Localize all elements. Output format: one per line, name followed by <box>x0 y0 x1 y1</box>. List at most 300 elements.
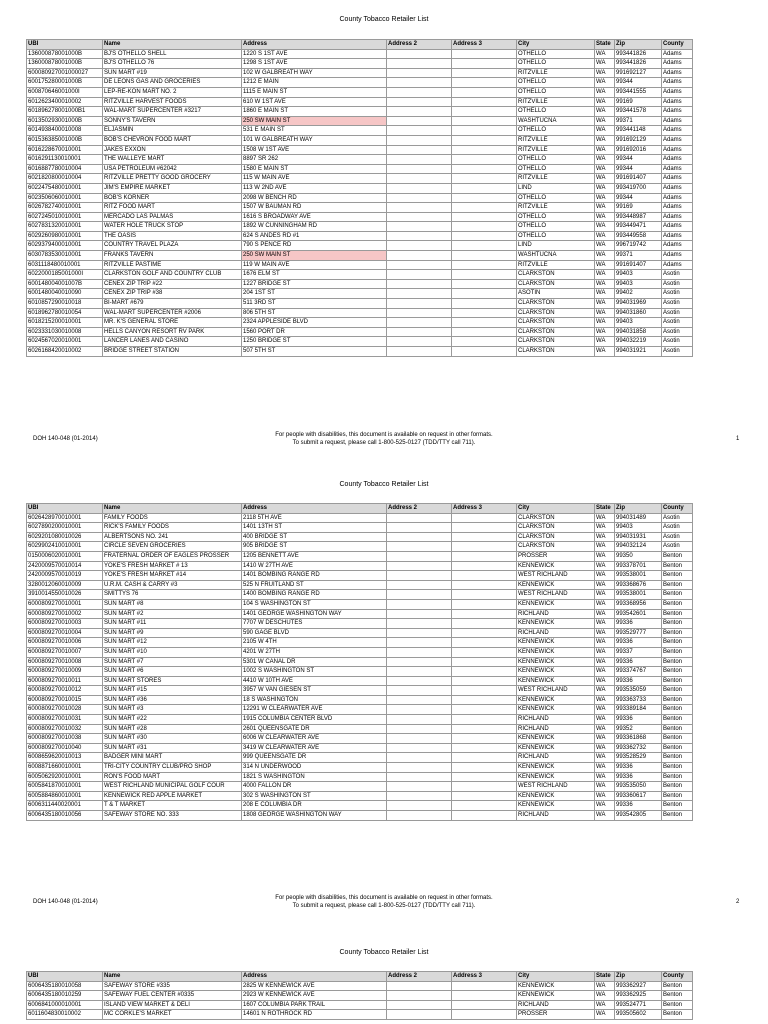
zip-cell: 993535059 <box>615 686 662 696</box>
name-cell: SAFEWAY STORE NO. 333 <box>103 811 242 821</box>
state-cell: WA <box>595 561 615 571</box>
address-cell: 1507 W BAUMAN RD <box>242 203 387 213</box>
address-2-cell <box>387 705 452 715</box>
county-cell: Adams <box>662 193 693 203</box>
ubi-cell: 601536385001000B <box>27 135 103 145</box>
table-row <box>27 513 693 523</box>
county-cell: Benton <box>662 734 693 744</box>
state-cell: WA <box>595 657 615 667</box>
state-cell: WA <box>595 791 615 801</box>
state-cell: WA <box>595 724 615 734</box>
table-row <box>27 724 693 734</box>
state-cell: WA <box>595 97 615 107</box>
city-cell: CLARKSTON <box>517 337 595 347</box>
county-cell: Adams <box>662 164 693 174</box>
address-cell: 18 S WASHINGTON <box>242 695 387 705</box>
ubi-cell: 6006435180010259 <box>27 991 103 1001</box>
table-row <box>27 571 693 581</box>
ubi-cell: 6022475480010001 <box>27 183 103 193</box>
city-cell: RITZVILLE <box>517 203 595 213</box>
address-3-cell <box>452 782 517 792</box>
table-row <box>27 49 693 59</box>
name-cell: SUN MART #31 <box>103 743 242 753</box>
county-cell: Benton <box>662 676 693 686</box>
state-cell: WA <box>595 542 615 552</box>
name-cell: SUN MART #7 <box>103 657 242 667</box>
zip-cell: 994032124 <box>615 542 662 552</box>
address-2-cell <box>387 991 452 1001</box>
address-2-cell <box>387 513 452 523</box>
address-cell: 1580 E MAIN ST <box>242 164 387 174</box>
address-cell: 400 BRIDGE ST <box>242 532 387 542</box>
zip-cell: 993363733 <box>615 695 662 705</box>
address-3-cell <box>452 260 517 270</box>
page-number: 2 <box>736 899 740 905</box>
state-cell: WA <box>595 222 615 232</box>
address-3-cell <box>452 667 517 677</box>
address-2-cell <box>387 523 452 533</box>
address-2-cell <box>387 811 452 821</box>
address-3-cell <box>452 590 517 600</box>
zip-cell: 99336 <box>615 772 662 782</box>
county-cell: Benton <box>662 590 693 600</box>
address-cell: 12291 W CLEARWATER AVE <box>242 705 387 715</box>
county-cell: Adams <box>662 107 693 117</box>
city-cell: OTHELLO <box>517 107 595 117</box>
name-cell: JIM'S EMPIRE MARKET <box>103 183 242 193</box>
address-2-cell <box>387 743 452 753</box>
county-cell: Adams <box>662 260 693 270</box>
city-cell: CLARKSTON <box>517 270 595 280</box>
ubi-cell: 600148004001007B <box>27 279 103 289</box>
county-cell: Asotin <box>662 523 693 533</box>
table-row <box>27 981 693 991</box>
city-cell: WASHTUCNA <box>517 116 595 126</box>
county-cell: Adams <box>662 135 693 145</box>
state-cell: WA <box>595 135 615 145</box>
address-3-cell <box>452 580 517 590</box>
county-cell: Benton <box>662 551 693 561</box>
state-cell: WA <box>595 743 615 753</box>
state-cell: WA <box>595 801 615 811</box>
state-cell: WA <box>595 695 615 705</box>
county-cell: Adams <box>662 231 693 241</box>
zip-cell: 99403 <box>615 279 662 289</box>
address-cell: 1607 COLUMBIA PARK TRAIL <box>242 1000 387 1010</box>
name-cell: SUN MART STORES <box>103 676 242 686</box>
city-cell: PROSSER <box>517 1010 595 1020</box>
table-row <box>27 174 693 184</box>
address-2-cell <box>387 68 452 78</box>
table-row <box>27 599 693 609</box>
address-cell: 208 E COLUMBIA DR <box>242 801 387 811</box>
name-cell: JAKES EXXON <box>103 145 242 155</box>
address-cell: 905 BRIDGE ST <box>242 542 387 552</box>
name-cell: SUN MART #2 <box>103 609 242 619</box>
column-header-county: County <box>662 972 693 982</box>
county-cell: Benton <box>662 580 693 590</box>
zip-cell: 99350 <box>615 551 662 561</box>
address-3-cell <box>452 686 517 696</box>
county-cell: Benton <box>662 753 693 763</box>
name-cell: SUN MART #12 <box>103 638 242 648</box>
name-cell: LANCER LANES AND CASINO <box>103 337 242 347</box>
name-cell: BJ'S OTHELLO SHELL <box>103 49 242 59</box>
page-3 <box>0 945 768 1024</box>
table-row <box>27 87 693 97</box>
state-cell: WA <box>595 327 615 337</box>
state-cell: WA <box>595 155 615 165</box>
table-row <box>27 241 693 251</box>
state-cell: WA <box>595 241 615 251</box>
zip-cell: 99402 <box>615 289 662 299</box>
ubi-cell: 6012623400010002 <box>27 97 103 107</box>
name-cell: SMITTYS 76 <box>103 590 242 600</box>
state-cell: WA <box>595 308 615 318</box>
zip-cell: 993419700 <box>615 183 662 193</box>
address-3-cell <box>452 308 517 318</box>
ubi-cell: 6014938400010008 <box>27 126 103 136</box>
address-2-cell <box>387 116 452 126</box>
address-3-cell <box>452 116 517 126</box>
county-cell: Benton <box>662 981 693 991</box>
address-3-cell <box>452 1000 517 1010</box>
address-2-cell <box>387 1010 452 1020</box>
table-row <box>27 686 693 696</box>
city-cell: KENNEWICK <box>517 667 595 677</box>
state-cell: WA <box>595 174 615 184</box>
page-1 <box>0 0 768 470</box>
ubi-cell: 6006435180010056 <box>27 811 103 821</box>
name-cell: WEST RICHLAND MUNICIPAL GOLF COUR <box>103 782 242 792</box>
name-cell: FRANKS TAVERN <box>103 251 242 261</box>
address-3-cell <box>452 743 517 753</box>
address-2-cell <box>387 580 452 590</box>
name-cell: SUN MART #36 <box>103 695 242 705</box>
address-2-cell <box>387 590 452 600</box>
address-3-cell <box>452 279 517 289</box>
name-cell: RITZVILLE PASTIME <box>103 260 242 270</box>
address-3-cell <box>452 734 517 744</box>
county-cell: Adams <box>662 87 693 97</box>
table-row <box>27 318 693 328</box>
address-cell: 113 W 2ND AVE <box>242 183 387 193</box>
name-cell: SUN MART #15 <box>103 686 242 696</box>
address-3-cell <box>452 609 517 619</box>
ubi-cell: 6005884860010001 <box>27 791 103 801</box>
city-cell: KENNEWICK <box>517 791 595 801</box>
state-cell: WA <box>595 145 615 155</box>
address-2-cell <box>387 135 452 145</box>
county-cell: Adams <box>662 145 693 155</box>
state-cell: WA <box>595 753 615 763</box>
page-2 <box>0 470 768 945</box>
zip-cell: 993374767 <box>615 667 662 677</box>
table-row <box>27 327 693 337</box>
city-cell: KENNEWICK <box>517 801 595 811</box>
county-cell: Asotin <box>662 513 693 523</box>
city-cell: CLARKSTON <box>517 513 595 523</box>
state-cell: WA <box>595 68 615 78</box>
table-row <box>27 1010 693 1020</box>
zip-cell: 993538001 <box>615 571 662 581</box>
table-row <box>27 126 693 136</box>
address-cell: 1892 W CUNNINGHAM RD <box>242 222 387 232</box>
zip-cell: 993362925 <box>615 991 662 1001</box>
address-cell: 2601 QUEENSGATE DR <box>242 724 387 734</box>
city-cell: CLARKSTON <box>517 347 595 357</box>
address-2-cell <box>387 638 452 648</box>
county-cell: Benton <box>662 657 693 667</box>
ubi-cell: 6018962780010054 <box>27 308 103 318</box>
table-row <box>27 193 693 203</box>
state-cell: WA <box>595 551 615 561</box>
address-3-cell <box>452 763 517 773</box>
address-3-cell <box>452 126 517 136</box>
address-3-cell <box>452 551 517 561</box>
column-header-city: City <box>517 40 595 50</box>
name-cell: WAL-MART SUPERCENTER #3217 <box>103 107 242 117</box>
city-cell: RICHLAND <box>517 609 595 619</box>
county-cell: Benton <box>662 791 693 801</box>
ubi-cell: 600080927001000027 <box>27 68 103 78</box>
address-2-cell <box>387 647 452 657</box>
name-cell: YOKE'S FRESH MARKET #14 <box>103 571 242 581</box>
address-3-cell <box>452 318 517 328</box>
zip-cell: 993361868 <box>615 734 662 744</box>
ubi-cell: 6000809270010011 <box>27 676 103 686</box>
address-3-cell <box>452 145 517 155</box>
table-row <box>27 203 693 213</box>
zip-cell: 993368956 <box>615 599 662 609</box>
name-cell: RITZ FOOD MART <box>103 203 242 213</box>
ubi-cell: 2420009570010014 <box>27 561 103 571</box>
ubi-cell: 0150006020010001 <box>27 551 103 561</box>
county-cell: Benton <box>662 686 693 696</box>
name-cell: FRATERNAL ORDER OF EAGLES PROSSER <box>103 551 242 561</box>
county-cell: Benton <box>662 695 693 705</box>
table-row <box>27 542 693 552</box>
ubi-cell: 6029379400010001 <box>27 241 103 251</box>
address-cell: 1298 S 1ST AVE <box>242 59 387 69</box>
zip-cell: 994031489 <box>615 513 662 523</box>
address-cell: 507 5TH ST <box>242 347 387 357</box>
city-cell: RICHLAND <box>517 1000 595 1010</box>
zip-cell: 99371 <box>615 251 662 261</box>
city-cell: KENNEWICK <box>517 981 595 991</box>
table-row <box>27 657 693 667</box>
table-row <box>27 107 693 117</box>
address-3-cell <box>452 705 517 715</box>
state-cell: WA <box>595 318 615 328</box>
address-cell: 2105 W 4TH <box>242 638 387 648</box>
column-header-zip: Zip <box>615 40 662 50</box>
address-cell: 250 SW MAIN ST <box>242 251 387 261</box>
address-2-cell <box>387 801 452 811</box>
city-cell: OTHELLO <box>517 87 595 97</box>
address-2-cell <box>387 571 452 581</box>
city-cell: CLARKSTON <box>517 318 595 328</box>
table-row <box>27 308 693 318</box>
table-row <box>27 279 693 289</box>
address-2-cell <box>387 260 452 270</box>
state-cell: WA <box>595 523 615 533</box>
address-3-cell <box>452 155 517 165</box>
zip-cell: 993441826 <box>615 49 662 59</box>
ubi-cell: 601896278001000B1 <box>27 107 103 117</box>
address-cell: 1115 E MAIN ST <box>242 87 387 97</box>
city-cell: OTHELLO <box>517 78 595 88</box>
name-cell: SUN MART #8 <box>103 599 242 609</box>
address-cell: 3957 W VAN GIESEN ST <box>242 686 387 696</box>
address-2-cell <box>387 203 452 213</box>
county-cell: Adams <box>662 251 693 261</box>
address-3-cell <box>452 715 517 725</box>
column-header-address: Address <box>242 40 387 50</box>
table-body <box>27 981 693 1019</box>
address-2-cell <box>387 251 452 261</box>
city-cell: KENNEWICK <box>517 647 595 657</box>
address-3-cell <box>452 801 517 811</box>
zip-cell: 993441555 <box>615 87 662 97</box>
address-3-cell <box>452 513 517 523</box>
accessibility-notice: For people with disabilities, this document is available on request in other formats. To submit a request, please call 1-800-525-0127 (TDD/TTY call 711). <box>275 432 493 446</box>
state-cell: WA <box>595 686 615 696</box>
name-cell: ELJASMIN <box>103 126 242 136</box>
ubi-cell: 3910014550010026 <box>27 590 103 600</box>
address-cell: 250 SW MAIN ST <box>242 116 387 126</box>
address-3-cell <box>452 347 517 357</box>
table-row <box>27 715 693 725</box>
name-cell: WATER HOLE TRUCK STOP <box>103 222 242 232</box>
address-3-cell <box>452 78 517 88</box>
city-cell: KENNEWICK <box>517 676 595 686</box>
state-cell: WA <box>595 763 615 773</box>
city-cell: RITZVILLE <box>517 97 595 107</box>
address-cell: 511 3RD ST <box>242 299 387 309</box>
city-cell: PROSSER <box>517 551 595 561</box>
address-2-cell <box>387 174 452 184</box>
name-cell: SUN MART #9 <box>103 628 242 638</box>
city-cell: OTHELLO <box>517 155 595 165</box>
ubi-cell: 6016291130010001 <box>27 155 103 165</box>
state-cell: WA <box>595 991 615 1001</box>
table-header <box>27 40 693 50</box>
name-cell: CIRCLE SEVEN GROCERIES <box>103 542 242 552</box>
address-cell: 590 GAGE BLVD <box>242 628 387 638</box>
column-header-zip: Zip <box>615 972 662 982</box>
address-3-cell <box>452 599 517 609</box>
address-2-cell <box>387 561 452 571</box>
table-row <box>27 782 693 792</box>
retailer-table <box>26 39 693 357</box>
ubi-cell: 6000809270010009 <box>27 667 103 677</box>
table-row <box>27 299 693 309</box>
ubi-cell: 6023506060010001 <box>27 193 103 203</box>
county-cell: Adams <box>662 212 693 222</box>
address-cell: 302 S WASHINGTON ST <box>242 791 387 801</box>
zip-cell: 99169 <box>615 203 662 213</box>
address-3-cell <box>452 628 517 638</box>
state-cell: WA <box>595 87 615 97</box>
table-body <box>27 49 693 356</box>
county-cell: Adams <box>662 78 693 88</box>
table-row <box>27 337 693 347</box>
city-cell: KENNEWICK <box>517 705 595 715</box>
table-row <box>27 772 693 782</box>
name-cell: ALBERTSONS NO. 241 <box>103 532 242 542</box>
address-cell: 8897 SR 262 <box>242 155 387 165</box>
ubi-cell: 6001480040010090 <box>27 289 103 299</box>
address-2-cell <box>387 126 452 136</box>
address-3-cell <box>452 791 517 801</box>
address-3-cell <box>452 523 517 533</box>
ubi-cell: 6000809270010002 <box>27 609 103 619</box>
table-row <box>27 145 693 155</box>
address-3-cell <box>452 1010 517 1020</box>
address-3-cell <box>452 337 517 347</box>
address-2-cell <box>387 782 452 792</box>
column-header-county: County <box>662 40 693 50</box>
name-cell: CENEX ZIP TRIP #38 <box>103 289 242 299</box>
county-cell: Asotin <box>662 308 693 318</box>
name-cell: BOB'S KORNER <box>103 193 242 203</box>
county-cell: Benton <box>662 991 693 1001</box>
address-3-cell <box>452 695 517 705</box>
name-cell: SUN MART #28 <box>103 724 242 734</box>
address-2-cell <box>387 289 452 299</box>
address-2-cell <box>387 667 452 677</box>
address-3-cell <box>452 724 517 734</box>
name-cell: BJ'S OTHELLO 76 <box>103 59 242 69</box>
address-3-cell <box>452 251 517 261</box>
name-cell: SUN MART #10 <box>103 647 242 657</box>
county-cell: Asotin <box>662 289 693 299</box>
county-cell: Benton <box>662 1010 693 1020</box>
table-row <box>27 676 693 686</box>
state-cell: WA <box>595 811 615 821</box>
ubi-cell: 6030783530010001 <box>27 251 103 261</box>
zip-cell: 996719742 <box>615 241 662 251</box>
address-cell: 4410 W 10TH AVE <box>242 676 387 686</box>
ubi-cell: 6016887780010004 <box>27 164 103 174</box>
address-2-cell <box>387 734 452 744</box>
address-cell: 1616 S BROADWAY AVE <box>242 212 387 222</box>
county-cell: Adams <box>662 68 693 78</box>
county-cell: Asotin <box>662 337 693 347</box>
address-3-cell <box>452 212 517 222</box>
address-3-cell <box>452 203 517 213</box>
name-cell: THE WALLEYE MART <box>103 155 242 165</box>
ubi-cell: 6011604830010002 <box>27 1010 103 1020</box>
city-cell: RITZVILLE <box>517 68 595 78</box>
state-cell: WA <box>595 231 615 241</box>
address-3-cell <box>452 49 517 59</box>
address-3-cell <box>452 772 517 782</box>
zip-cell: 993441578 <box>615 107 662 117</box>
table-row <box>27 590 693 600</box>
zip-cell: 99169 <box>615 97 662 107</box>
address-cell: 1220 S 1ST AVE <box>242 49 387 59</box>
table-header <box>27 504 693 514</box>
state-cell: WA <box>595 337 615 347</box>
city-cell: KENNEWICK <box>517 619 595 629</box>
table-row <box>27 580 693 590</box>
zip-cell: 99336 <box>615 638 662 648</box>
ubi-cell: 6000809270010032 <box>27 724 103 734</box>
city-cell: KENNEWICK <box>517 695 595 705</box>
city-cell: WEST RICHLAND <box>517 782 595 792</box>
